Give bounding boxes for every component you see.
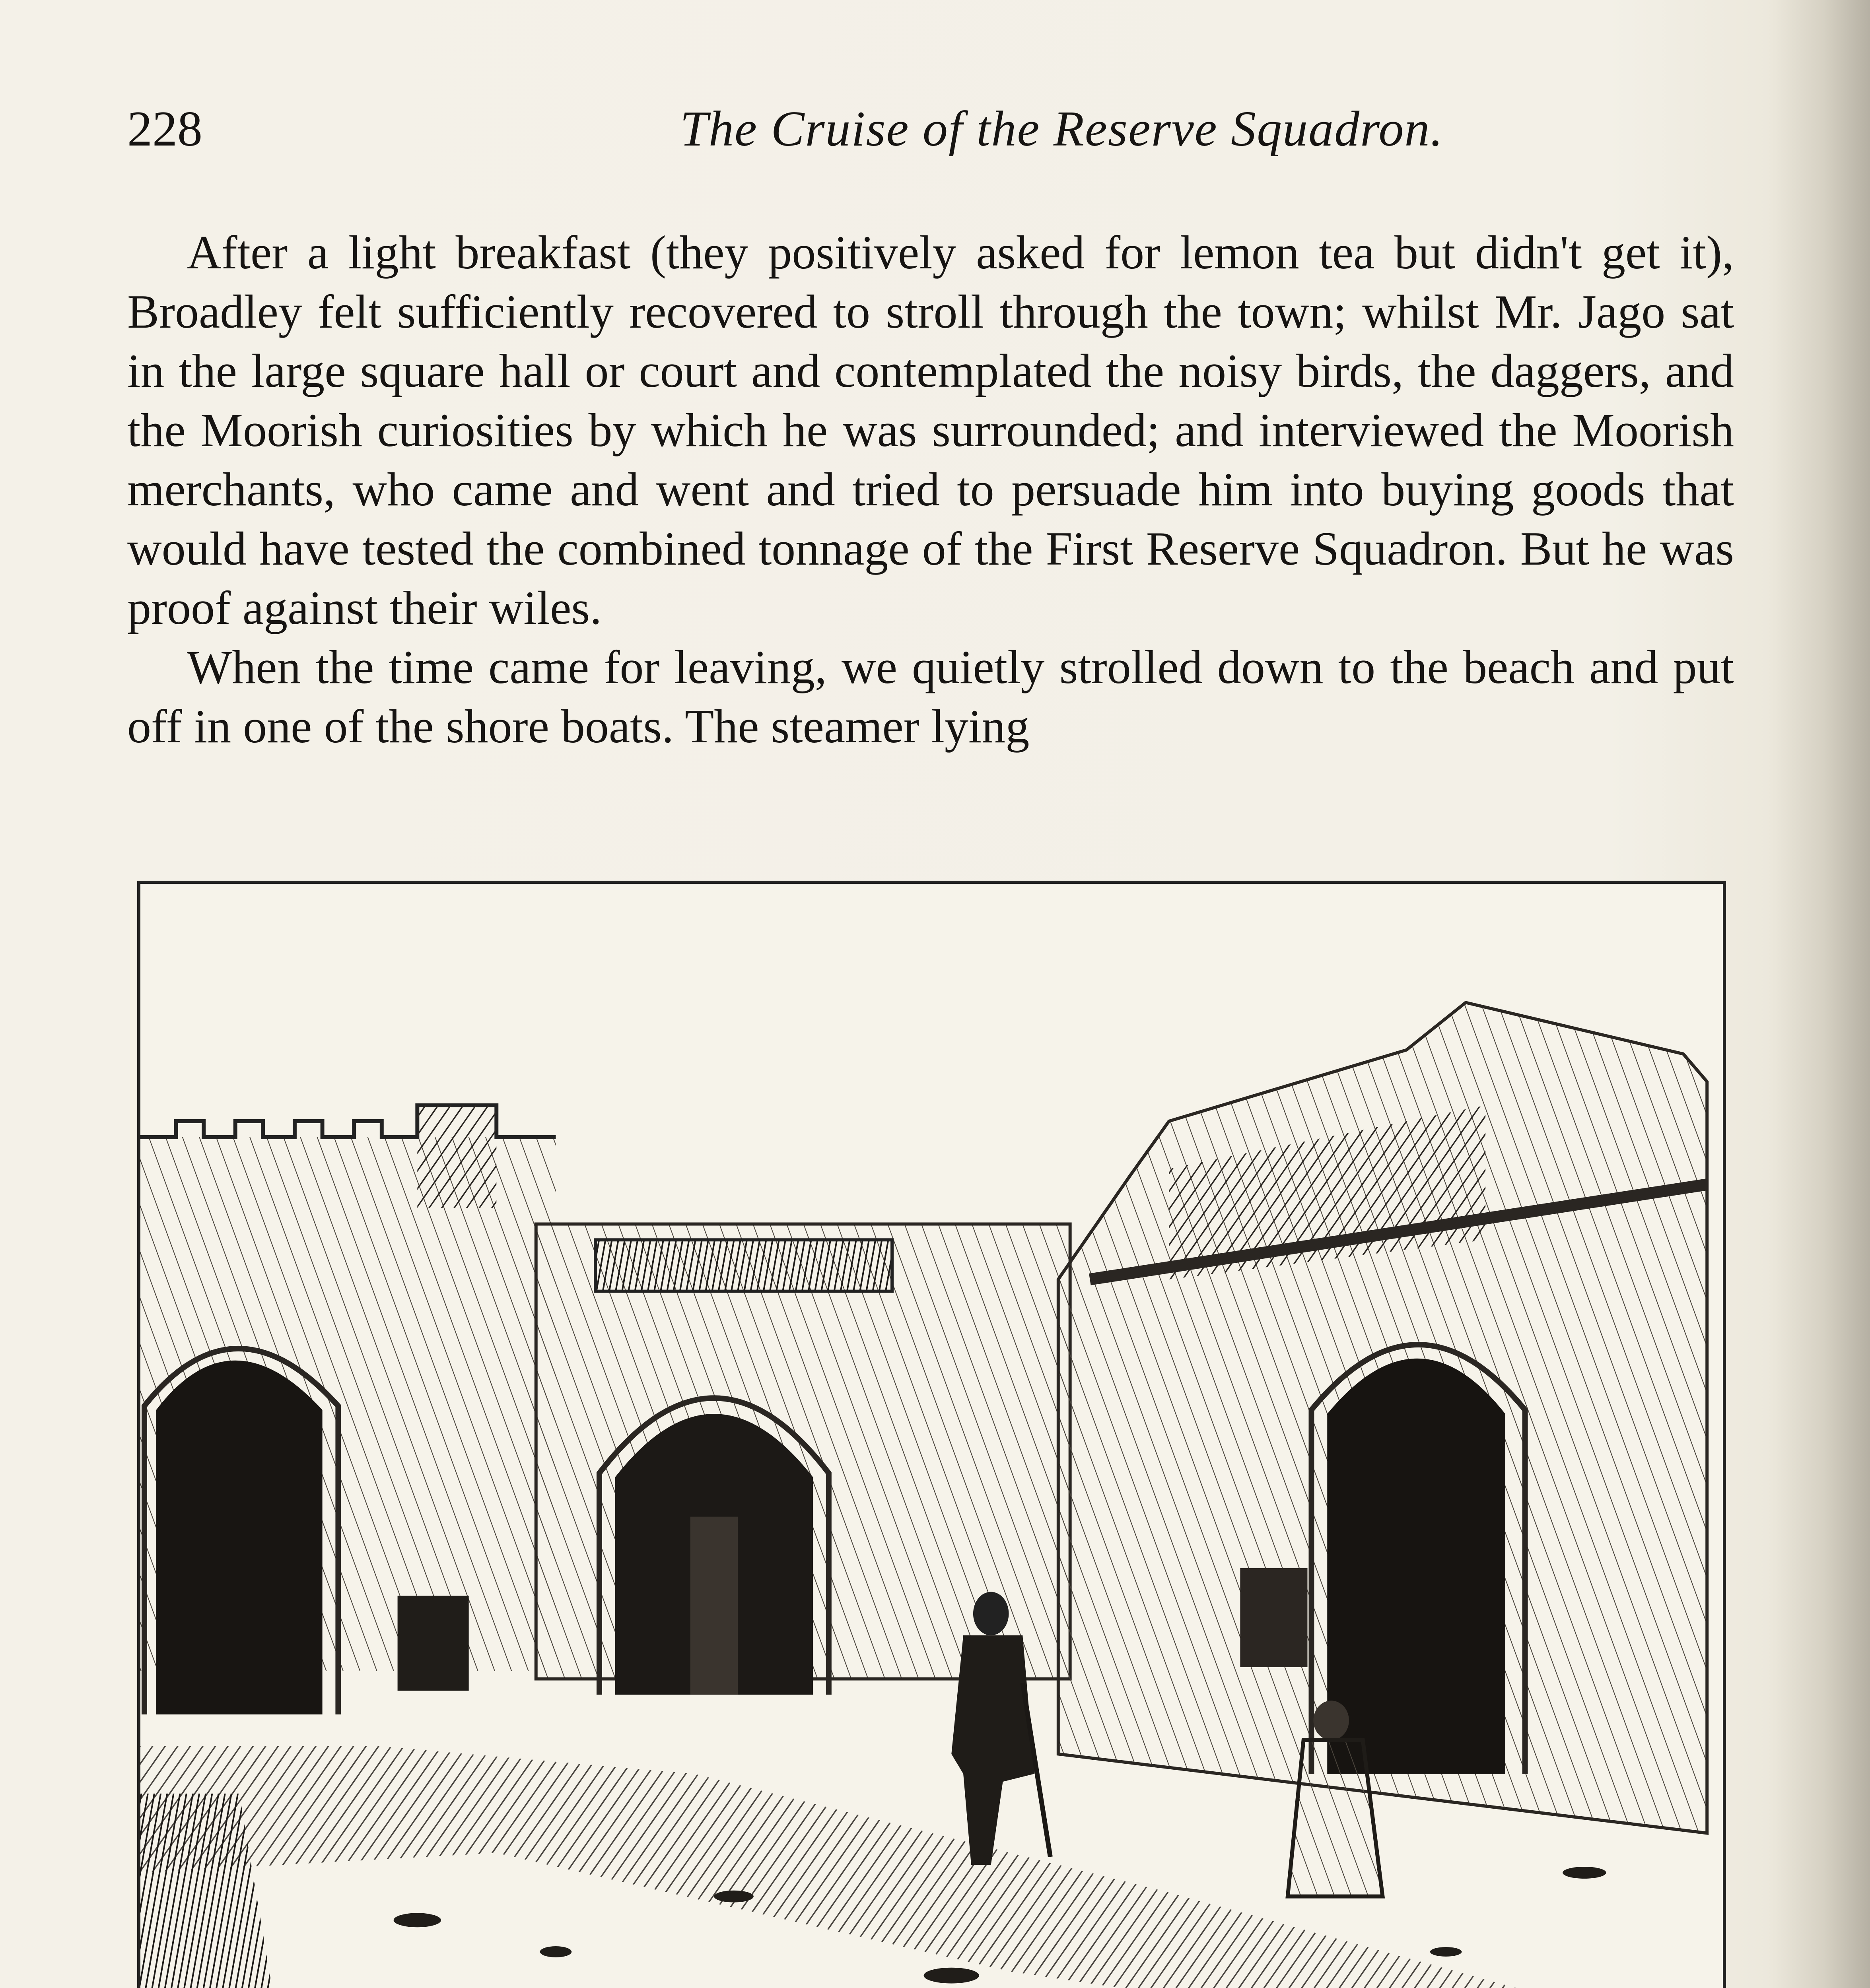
body-text-top [127, 223, 1734, 756]
page-gutter-shadow [1767, 0, 1870, 1988]
running-title: The Cruise of the Reserve Squadron. [680, 101, 1444, 157]
illustration-old-nook [137, 881, 1726, 1988]
running-head [127, 95, 1734, 163]
paragraph-breakfast: After a light breakfast (they positively asked for lemon tea but didn't get it), Broadley felt sufficiently recovered to stroll through the town; whilst Mr. Jago sat in the large square hall or court and contemplated the noisy birds, the daggers, and the Moorish curiosities by which he was surrounded; and interviewed the Moorish merchants, who came and went and tried to persuade him into buying goods that would have tested the combined tonnage of the First Reserve Squadron. But he was proof against their wiles. [127, 226, 1734, 634]
engraving-drawing [140, 884, 1723, 1988]
page-number: 228 [127, 101, 202, 157]
paragraph-leaving: When the time came for leaving, we quietly strolled down to the beach and put off in one of the shore boats. The steamer lying [127, 641, 1734, 753]
